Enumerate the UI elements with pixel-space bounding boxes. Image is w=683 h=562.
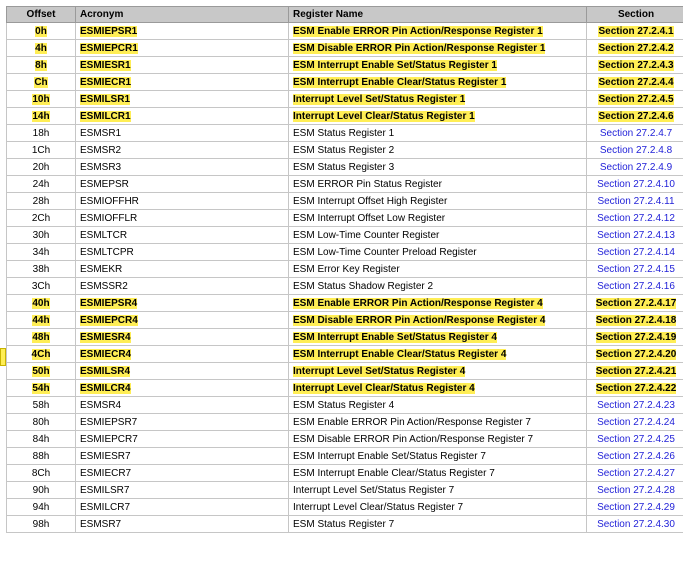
register-name-text: ESM Interrupt Enable Clear/Status Register 4 bbox=[293, 348, 507, 360]
offset-cell bbox=[7, 125, 76, 142]
acronym-text: ESMSR2 bbox=[80, 144, 122, 156]
offset-cell bbox=[7, 329, 76, 346]
acronym-cell bbox=[76, 142, 289, 159]
register-name-text: Interrupt Level Clear/Status Register 7 bbox=[293, 501, 464, 513]
offset-text: 14h bbox=[32, 110, 50, 122]
register-name-text: ESM Error Key Register bbox=[293, 263, 400, 275]
table-row bbox=[7, 380, 683, 397]
register-name-cell bbox=[289, 159, 587, 176]
table-row bbox=[7, 74, 683, 91]
offset-cell bbox=[7, 465, 76, 482]
table-row bbox=[7, 499, 683, 516]
acronym-cell bbox=[76, 108, 289, 125]
register-name-cell bbox=[289, 312, 587, 329]
register-name-text: ESM Status Register 7 bbox=[293, 518, 395, 530]
acronym-cell bbox=[76, 482, 289, 499]
acronym-cell bbox=[76, 74, 289, 91]
acronym-cell bbox=[76, 312, 289, 329]
register-table bbox=[6, 6, 683, 533]
table-row bbox=[7, 91, 683, 108]
offset-cell bbox=[7, 193, 76, 210]
section-link[interactable]: Section 27.2.4.7 bbox=[599, 127, 673, 139]
acronym-text: ESMEPSR bbox=[80, 178, 129, 190]
section-cell[interactable] bbox=[587, 499, 683, 516]
acronym-cell bbox=[76, 448, 289, 465]
offset-text: 30h bbox=[32, 229, 50, 241]
section-cell[interactable] bbox=[587, 414, 683, 431]
register-name-text: ESM Status Register 3 bbox=[293, 161, 395, 173]
offset-cell bbox=[7, 159, 76, 176]
offset-cell bbox=[7, 414, 76, 431]
section-link[interactable]: Section 27.2.4.15 bbox=[597, 263, 675, 275]
section-link[interactable]: Section 27.2.4.23 bbox=[597, 399, 675, 411]
section-cell[interactable] bbox=[587, 448, 683, 465]
acronym-text: ESMSR1 bbox=[80, 127, 122, 139]
table-row bbox=[7, 210, 683, 227]
register-name-text: Interrupt Level Clear/Status Register 1 bbox=[293, 110, 475, 122]
section-cell[interactable] bbox=[587, 227, 683, 244]
offset-text: 10h bbox=[32, 93, 50, 105]
section-cell[interactable] bbox=[587, 125, 683, 142]
offset-text: 98h bbox=[32, 518, 50, 530]
section-link[interactable]: Section 27.2.4.17 bbox=[595, 297, 677, 309]
offset-text: Ch bbox=[34, 76, 48, 88]
table-row bbox=[7, 431, 683, 448]
offset-text: 38h bbox=[32, 263, 50, 275]
section-cell[interactable] bbox=[587, 91, 683, 108]
offset-cell bbox=[7, 227, 76, 244]
offset-text: 8h bbox=[35, 59, 47, 71]
section-link[interactable]: Section 27.2.4.11 bbox=[597, 195, 675, 207]
header-section: Section bbox=[587, 7, 683, 23]
section-cell[interactable] bbox=[587, 176, 683, 193]
section-cell[interactable] bbox=[587, 312, 683, 329]
section-cell[interactable] bbox=[587, 278, 683, 295]
register-name-cell bbox=[289, 363, 587, 380]
acronym-text: ESMSR7 bbox=[80, 518, 122, 530]
register-name-text: ESM Enable ERROR Pin Action/Response Register 4 bbox=[293, 297, 543, 309]
table-row bbox=[7, 57, 683, 74]
acronym-text: ESMIEPSR4 bbox=[80, 297, 138, 309]
acronym-cell bbox=[76, 380, 289, 397]
register-name-text: ESM Interrupt Enable Set/Status Register 1 bbox=[293, 59, 497, 71]
acronym-cell bbox=[76, 363, 289, 380]
section-link[interactable]: Section 27.2.4.1 bbox=[598, 25, 674, 37]
section-link[interactable]: Section 27.2.4.28 bbox=[597, 484, 675, 496]
register-name-text: ESM Interrupt Enable Set/Status Register 4 bbox=[293, 331, 497, 343]
table-row bbox=[7, 244, 683, 261]
register-name-cell bbox=[289, 142, 587, 159]
section-link[interactable]: Section 27.2.4.20 bbox=[595, 348, 677, 360]
section-link[interactable]: Section 27.2.4.30 bbox=[597, 518, 675, 530]
table-row bbox=[7, 465, 683, 482]
offset-text: 94h bbox=[32, 501, 50, 513]
header-register-name: Register Name bbox=[289, 7, 587, 23]
offset-text: 20h bbox=[32, 161, 50, 173]
acronym-text: ESMIEPCR1 bbox=[80, 42, 138, 54]
register-name-cell bbox=[289, 210, 587, 227]
register-name-text: ESM Status Shadow Register 2 bbox=[293, 280, 434, 292]
acronym-text: ESMILSR7 bbox=[80, 484, 130, 496]
offset-cell bbox=[7, 91, 76, 108]
register-name-cell bbox=[289, 329, 587, 346]
section-link[interactable]: Section 27.2.4.13 bbox=[597, 229, 675, 241]
section-cell[interactable] bbox=[587, 516, 683, 533]
section-link[interactable]: Section 27.2.4.10 bbox=[597, 178, 675, 190]
acronym-text: ESMIEPCR4 bbox=[80, 314, 138, 326]
section-cell[interactable] bbox=[587, 363, 683, 380]
acronym-text: ESMIECR7 bbox=[80, 467, 132, 479]
offset-cell bbox=[7, 210, 76, 227]
offset-text: 0h bbox=[35, 25, 47, 37]
header-row bbox=[7, 7, 683, 23]
register-name-cell bbox=[289, 40, 587, 57]
acronym-text: ESMILCR7 bbox=[80, 501, 131, 513]
acronym-cell bbox=[76, 346, 289, 363]
section-cell[interactable] bbox=[587, 193, 683, 210]
section-cell[interactable] bbox=[587, 295, 683, 312]
acronym-cell bbox=[76, 499, 289, 516]
offset-text: 8Ch bbox=[31, 467, 51, 479]
offset-cell bbox=[7, 380, 76, 397]
header-acronym: Acronym bbox=[76, 7, 289, 23]
register-name-text: ESM ERROR Pin Status Register bbox=[293, 178, 442, 190]
section-link[interactable]: Section 27.2.4.3 bbox=[598, 59, 674, 71]
section-cell[interactable] bbox=[587, 431, 683, 448]
offset-cell bbox=[7, 448, 76, 465]
offset-cell bbox=[7, 482, 76, 499]
table-row bbox=[7, 23, 683, 40]
acronym-text: ESMIEPCR7 bbox=[80, 433, 138, 445]
table-row bbox=[7, 329, 683, 346]
section-cell[interactable] bbox=[587, 244, 683, 261]
register-name-cell bbox=[289, 516, 587, 533]
section-link[interactable]: Section 27.2.4.21 bbox=[595, 365, 677, 377]
register-name-text: ESM Status Register 4 bbox=[293, 399, 395, 411]
acronym-text: ESMLTCPR bbox=[80, 246, 134, 258]
acronym-cell bbox=[76, 329, 289, 346]
offset-text: 40h bbox=[32, 297, 50, 309]
table-row bbox=[7, 414, 683, 431]
acronym-cell bbox=[76, 176, 289, 193]
register-name-text: ESM Interrupt Enable Clear/Status Register 7 bbox=[293, 467, 495, 479]
acronym-cell bbox=[76, 261, 289, 278]
register-name-cell bbox=[289, 91, 587, 108]
acronym-text: ESMILCR4 bbox=[80, 382, 131, 394]
section-cell[interactable] bbox=[587, 482, 683, 499]
register-name-text: ESM Low-Time Counter Register bbox=[293, 229, 440, 241]
section-cell[interactable] bbox=[587, 346, 683, 363]
section-link[interactable]: Section 27.2.4.2 bbox=[598, 42, 674, 54]
section-cell[interactable] bbox=[587, 142, 683, 159]
acronym-text: ESMIECR4 bbox=[80, 348, 132, 360]
acronym-cell bbox=[76, 23, 289, 40]
acronym-cell bbox=[76, 516, 289, 533]
offset-cell bbox=[7, 516, 76, 533]
acronym-text: ESMSSR2 bbox=[80, 280, 128, 292]
section-link[interactable]: Section 27.2.4.5 bbox=[598, 93, 674, 105]
register-name-text: ESM Status Register 2 bbox=[293, 144, 395, 156]
register-name-text: ESM Disable ERROR Pin Action/Response Register 7 bbox=[293, 433, 534, 445]
offset-text: 2Ch bbox=[31, 212, 51, 224]
offset-cell bbox=[7, 278, 76, 295]
offset-text: 4h bbox=[35, 42, 47, 54]
register-name-cell bbox=[289, 193, 587, 210]
section-cell[interactable] bbox=[587, 40, 683, 57]
table-row bbox=[7, 363, 683, 380]
register-name-cell bbox=[289, 176, 587, 193]
section-cell[interactable] bbox=[587, 329, 683, 346]
section-link[interactable]: Section 27.2.4.9 bbox=[599, 161, 673, 173]
section-link[interactable]: Section 27.2.4.4 bbox=[598, 76, 674, 88]
acronym-text: ESMILSR4 bbox=[80, 365, 131, 377]
register-name-cell bbox=[289, 414, 587, 431]
offset-cell bbox=[7, 142, 76, 159]
section-cell[interactable] bbox=[587, 380, 683, 397]
section-link[interactable]: Section 27.2.4.29 bbox=[597, 501, 675, 513]
table-row bbox=[7, 193, 683, 210]
table-row bbox=[7, 448, 683, 465]
table-row bbox=[7, 295, 683, 312]
acronym-text: ESMIESR1 bbox=[80, 59, 131, 71]
section-cell[interactable] bbox=[587, 108, 683, 125]
acronym-cell bbox=[76, 397, 289, 414]
acronym-cell bbox=[76, 193, 289, 210]
acronym-text: ESMIESR4 bbox=[80, 331, 131, 343]
section-link[interactable]: Section 27.2.4.6 bbox=[598, 110, 674, 122]
register-name-text: ESM Enable ERROR Pin Action/Response Register 7 bbox=[293, 416, 531, 428]
section-link[interactable]: Section 27.2.4.18 bbox=[595, 314, 677, 326]
acronym-text: ESMIECR1 bbox=[80, 76, 132, 88]
acronym-text: ESMIOFFHR bbox=[80, 195, 139, 207]
register-name-cell bbox=[289, 278, 587, 295]
section-link[interactable]: Section 27.2.4.27 bbox=[597, 467, 675, 479]
offset-text: 90h bbox=[32, 484, 50, 496]
offset-cell bbox=[7, 74, 76, 91]
register-name-cell bbox=[289, 499, 587, 516]
offset-cell bbox=[7, 244, 76, 261]
acronym-cell bbox=[76, 244, 289, 261]
offset-cell bbox=[7, 346, 76, 363]
section-cell[interactable] bbox=[587, 23, 683, 40]
register-name-cell bbox=[289, 380, 587, 397]
section-cell[interactable] bbox=[587, 465, 683, 482]
register-name-cell bbox=[289, 465, 587, 482]
offset-cell bbox=[7, 108, 76, 125]
register-name-text: ESM Low-Time Counter Preload Register bbox=[293, 246, 477, 258]
offset-cell bbox=[7, 363, 76, 380]
offset-cell bbox=[7, 176, 76, 193]
section-cell[interactable] bbox=[587, 159, 683, 176]
offset-text: 54h bbox=[32, 382, 50, 394]
register-name-text: Interrupt Level Set/Status Register 1 bbox=[293, 93, 466, 105]
acronym-cell bbox=[76, 57, 289, 74]
acronym-cell bbox=[76, 465, 289, 482]
offset-text: 44h bbox=[32, 314, 50, 326]
acronym-text: ESMIOFFLR bbox=[80, 212, 138, 224]
header-offset: Offset bbox=[7, 7, 76, 23]
register-name-text: Interrupt Level Clear/Status Register 4 bbox=[293, 382, 475, 394]
table-row bbox=[7, 346, 683, 363]
acronym-text: ESMIEPSR7 bbox=[80, 416, 138, 428]
acronym-text: ESMLTCR bbox=[80, 229, 128, 241]
offset-cell bbox=[7, 40, 76, 57]
register-name-text: ESM Enable ERROR Pin Action/Response Register 1 bbox=[293, 25, 543, 37]
section-link[interactable]: Section 27.2.4.26 bbox=[597, 450, 675, 462]
acronym-cell bbox=[76, 210, 289, 227]
offset-text: 28h bbox=[32, 195, 50, 207]
section-cell[interactable] bbox=[587, 57, 683, 74]
register-name-cell bbox=[289, 431, 587, 448]
table-row bbox=[7, 159, 683, 176]
register-name-cell bbox=[289, 227, 587, 244]
register-name-cell bbox=[289, 23, 587, 40]
section-cell[interactable] bbox=[587, 261, 683, 278]
table-row bbox=[7, 40, 683, 57]
register-name-text: ESM Disable ERROR Pin Action/Response Register 4 bbox=[293, 314, 546, 326]
acronym-text: ESMIEPSR1 bbox=[80, 25, 138, 37]
register-name-text: Interrupt Level Set/Status Register 4 bbox=[293, 365, 466, 377]
register-name-cell bbox=[289, 244, 587, 261]
register-name-cell bbox=[289, 397, 587, 414]
section-link[interactable]: Section 27.2.4.19 bbox=[595, 331, 677, 343]
offset-cell bbox=[7, 397, 76, 414]
register-name-cell bbox=[289, 125, 587, 142]
section-link[interactable]: Section 27.2.4.22 bbox=[595, 382, 677, 394]
table-row bbox=[7, 278, 683, 295]
offset-text: 18h bbox=[32, 127, 50, 139]
acronym-cell bbox=[76, 295, 289, 312]
register-name-cell bbox=[289, 448, 587, 465]
offset-text: 34h bbox=[32, 246, 50, 258]
register-name-text: ESM Status Register 1 bbox=[293, 127, 395, 139]
offset-cell bbox=[7, 261, 76, 278]
register-name-cell bbox=[289, 108, 587, 125]
section-link[interactable]: Section 27.2.4.24 bbox=[597, 416, 675, 428]
offset-text: 84h bbox=[32, 433, 50, 445]
offset-cell bbox=[7, 57, 76, 74]
offset-text: 58h bbox=[32, 399, 50, 411]
register-name-text: ESM Interrupt Enable Set/Status Register 7 bbox=[293, 450, 486, 462]
section-cell[interactable] bbox=[587, 397, 683, 414]
table-row bbox=[7, 482, 683, 499]
acronym-cell bbox=[76, 40, 289, 57]
offset-text: 48h bbox=[32, 331, 50, 343]
table-row bbox=[7, 108, 683, 125]
offset-cell bbox=[7, 295, 76, 312]
section-link[interactable]: Section 27.2.4.12 bbox=[597, 212, 675, 224]
register-name-cell bbox=[289, 57, 587, 74]
table-row bbox=[7, 312, 683, 329]
offset-text: 50h bbox=[32, 365, 50, 377]
acronym-text: ESMILSR1 bbox=[80, 93, 131, 105]
offset-text: 3Ch bbox=[31, 280, 51, 292]
acronym-text: ESMSR3 bbox=[80, 161, 122, 173]
register-name-text: Interrupt Level Set/Status Register 7 bbox=[293, 484, 455, 496]
offset-cell bbox=[7, 312, 76, 329]
acronym-cell bbox=[76, 159, 289, 176]
acronym-text: ESMSR4 bbox=[80, 399, 122, 411]
register-name-text: ESM Interrupt Offset High Register bbox=[293, 195, 448, 207]
register-name-text: ESM Interrupt Enable Clear/Status Register 1 bbox=[293, 76, 507, 88]
acronym-cell bbox=[76, 414, 289, 431]
table-row bbox=[7, 516, 683, 533]
section-cell[interactable] bbox=[587, 210, 683, 227]
section-link[interactable]: Section 27.2.4.25 bbox=[597, 433, 675, 445]
register-name-text: ESM Interrupt Offset Low Register bbox=[293, 212, 446, 224]
register-name-text: ESM Disable ERROR Pin Action/Response Register 1 bbox=[293, 42, 546, 54]
section-link[interactable]: Section 27.2.4.16 bbox=[597, 280, 675, 292]
offset-text: 88h bbox=[32, 450, 50, 462]
table-row bbox=[7, 176, 683, 193]
offset-cell bbox=[7, 499, 76, 516]
acronym-cell bbox=[76, 431, 289, 448]
acronym-text: ESMILCR1 bbox=[80, 110, 131, 122]
offset-text: 24h bbox=[32, 178, 50, 190]
offset-text: 4Ch bbox=[31, 348, 51, 360]
acronym-cell bbox=[76, 91, 289, 108]
table-row bbox=[7, 227, 683, 244]
acronym-text: ESMIESR7 bbox=[80, 450, 131, 462]
register-name-cell bbox=[289, 482, 587, 499]
section-cell[interactable] bbox=[587, 74, 683, 91]
register-name-cell bbox=[289, 261, 587, 278]
acronym-cell bbox=[76, 278, 289, 295]
offset-cell bbox=[7, 431, 76, 448]
table-body bbox=[7, 23, 683, 533]
register-name-cell bbox=[289, 295, 587, 312]
section-link[interactable]: Section 27.2.4.8 bbox=[599, 144, 673, 156]
table-row bbox=[7, 142, 683, 159]
offset-cell bbox=[7, 23, 76, 40]
table-row bbox=[7, 125, 683, 142]
acronym-text: ESMEKR bbox=[80, 263, 123, 275]
register-name-cell bbox=[289, 346, 587, 363]
acronym-cell bbox=[76, 227, 289, 244]
acronym-cell bbox=[76, 125, 289, 142]
table-row bbox=[7, 397, 683, 414]
offset-text: 1Ch bbox=[31, 144, 51, 156]
table-row bbox=[7, 261, 683, 278]
register-name-cell bbox=[289, 74, 587, 91]
section-link[interactable]: Section 27.2.4.14 bbox=[597, 246, 675, 258]
offset-text: 80h bbox=[32, 416, 50, 428]
